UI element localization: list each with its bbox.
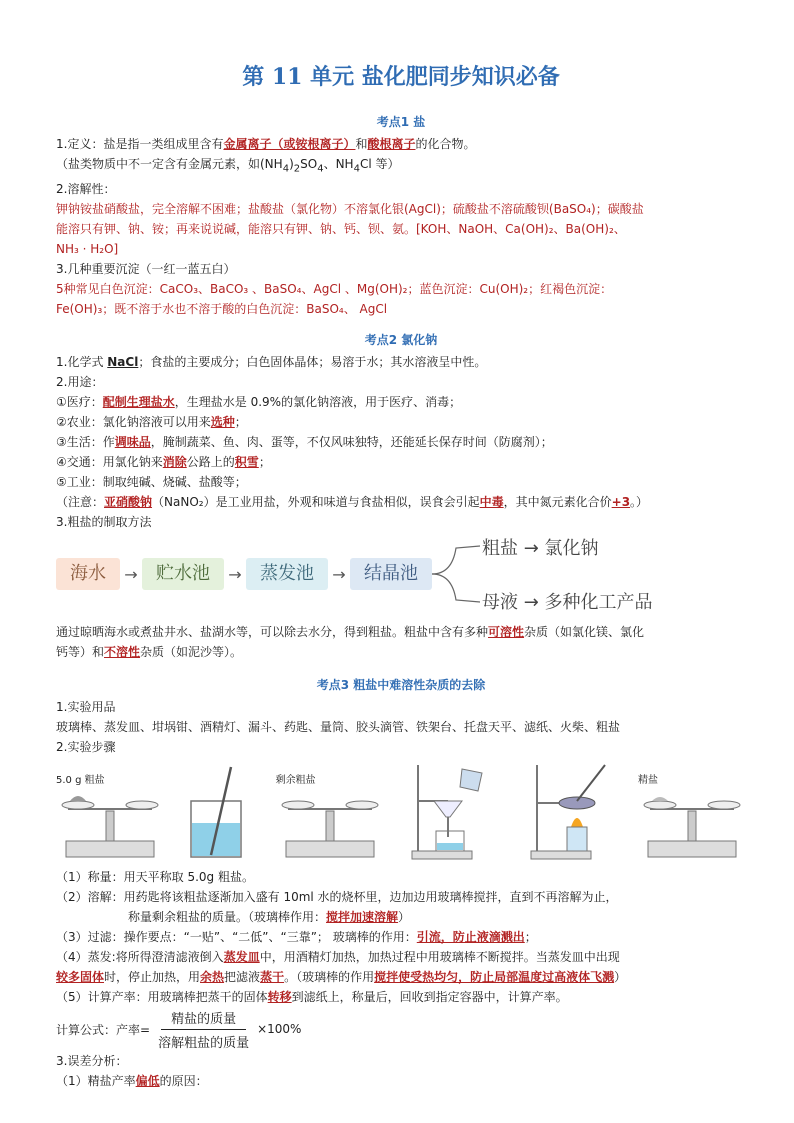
use-item (56, 432, 746, 452)
balance-scale-icon (56, 775, 164, 861)
use-item: ⑤工业：制取纯碱、烧碱、盐酸等； (56, 475, 247, 490)
key-term: 调味品 (114, 435, 151, 450)
formula-multiplier: ×100% (257, 1022, 302, 1037)
subscript: 4 (282, 163, 290, 175)
precipitate-line: Fe(OH)₃；既不溶于水也不溶于酸的白色沉淀：BaSO₄、 AgCl (56, 302, 388, 317)
key-term: 金属离子（或铵根离子） (223, 137, 356, 151)
note-line (56, 492, 746, 512)
text: ） (614, 970, 627, 985)
step-item (56, 967, 746, 987)
flow-output: 多种化工产品 (544, 592, 653, 614)
section-heading-sodium-chloride: 考点2 氯化钠 (364, 333, 438, 348)
balance-illustration (276, 775, 384, 861)
text: ； (524, 930, 537, 945)
steps-heading: 2.实验步骤 (56, 740, 116, 755)
text: 杂质（如泥沙等）。 (140, 645, 243, 660)
text: （盐类物质中不一定含有金属元素，如(NH (56, 157, 283, 171)
uses-heading: 2.用途： (56, 375, 104, 390)
key-term: 蒸发皿 (223, 950, 260, 965)
text: 称量剩余粗盐的质量。（玻璃棒作用： (128, 910, 327, 925)
text: Cl 等） (359, 157, 400, 171)
precipitate-line: 5种常见白色沉淀：CaCO₃、BaCO₃ 、BaSO₄、AgCl 、Mg(OH)₂；蓝色沉淀：Cu(OH)₂；红褐色沉淀： (56, 282, 613, 297)
use-item (56, 392, 746, 412)
text: ④交通：用氯化钠来 (56, 455, 163, 470)
definition-line (56, 134, 746, 154)
text: ②农业：氯化钠溶液可以用来 (56, 415, 211, 430)
text: ，生理盐水是 0.9%的氯化钠溶液，用于医疗、消毒； (174, 395, 462, 410)
text: （5）计算产率：用玻璃棒把蒸干的固体 (56, 990, 268, 1005)
key-term: 搅拌加速溶解 (326, 910, 399, 925)
key-term: 亚硝酸钠 (104, 495, 153, 510)
production-heading: 3.粗盐的制取方法 (56, 515, 152, 530)
key-term: 余热 (200, 970, 225, 985)
key-term: +3 (611, 495, 631, 510)
denominator: 溶解粗盐的质量 (158, 1035, 250, 1051)
text: 到滤纸上，称量后，回收到指定容器中，计算产率。 (291, 990, 568, 1005)
note-line (56, 154, 746, 179)
image-label: 剩余粗盐 (275, 775, 316, 787)
key-term: 选种 (210, 415, 235, 430)
key-term: 搅拌使受热均匀，防止局部温度过高液体飞溅 (374, 970, 615, 985)
text: 通过晾晒海水或煮盐井水、盐湖水等，可以除去水分，得到粗盐。粗盐中含有多种 (56, 625, 489, 640)
balance-scale-icon (276, 775, 384, 861)
flow-step: 海水 (56, 558, 120, 590)
page-title: 第 11 单元 盐化肥同步知识必备 (242, 64, 560, 90)
text: 时，停止加热，用 (104, 970, 201, 985)
key-term: 偏低 (135, 1074, 160, 1089)
use-item (56, 452, 746, 472)
experiment-illustrations (56, 761, 746, 861)
text: ①医疗： (56, 395, 103, 410)
step-item (56, 907, 746, 927)
salt-production-flowchart (56, 534, 746, 614)
key-term: 转移 (267, 990, 292, 1005)
text: （1）精盐产率 (56, 1074, 136, 1089)
flow-step: 贮水池 (142, 558, 224, 590)
step-item (56, 927, 746, 947)
text: （注意： (56, 495, 105, 510)
yield-formula (56, 1007, 746, 1051)
filtration-setup-icon (404, 761, 500, 861)
text: 中，用酒精灯加热，加热过程中用玻璃棒不断搅拌。当蒸发皿中出现 (259, 950, 620, 965)
solubility-rule-line: 能溶只有钾、钠、铵；再来说说碱，能溶只有钾、钠、钙、钡、氨。[KOH、NaOH、Ca(OH)₂、Ba(OH)₂、 (56, 222, 626, 237)
flow-output: 氯化钠 (544, 538, 599, 560)
flow-step: 蒸发池 (246, 558, 328, 590)
subscript: 2 (293, 163, 301, 175)
text: （3）过滤：操作要点：“一贴”、“二低”、“三靠”； 玻璃棒的作用： (56, 930, 417, 945)
error-analysis-item (56, 1071, 746, 1091)
text: 。（玻璃棒的作用 (284, 970, 375, 985)
text: SO (300, 157, 318, 171)
solubility-heading: 2.溶解性： (56, 182, 116, 197)
flow-output: 粗盐 (482, 538, 518, 560)
balance-illustration (56, 775, 164, 861)
materials-list: 玻璃棒、蒸发皿、坩埚钳、酒精灯、漏斗、药匙、量筒、胶头滴管、铁架台、托盘天平、滤纸、火柴、粗盐 (56, 720, 621, 735)
key-term: 消除 (162, 455, 187, 470)
image-label: 精盐 (637, 775, 658, 787)
text: 的化合物。 (415, 137, 476, 151)
beaker-stirring-icon (185, 765, 255, 861)
section-heading-purification: 考点3 粗盐中难溶性杂质的去除 (316, 678, 486, 693)
branch-outputs (482, 534, 653, 614)
text: ，其中氮元素化合价 (503, 495, 612, 510)
arrow-right-icon: → (228, 564, 242, 584)
text: （4）蒸发:将所得澄清滤液倒入 (56, 950, 224, 965)
step-item (56, 987, 746, 1007)
branch-bottom: 母液 → 多种化工产品 (482, 592, 653, 614)
image-label: 5.0 g 粗盐 (56, 775, 105, 787)
key-term: 中毒 (479, 495, 504, 510)
error-analysis-heading: 3.误差分析： (56, 1054, 128, 1069)
step-item: （2）溶解：用药匙将该粗盐逐渐加入盛有 10ml 水的烧杯里，边加边用玻璃棒搅拌，直到不再溶解为止， (56, 890, 618, 905)
text: 的原因： (159, 1074, 208, 1089)
text: ） (398, 910, 411, 925)
fraction (158, 1008, 249, 1051)
step-item: （1）称量：用天平称取 5.0g 粗盐。 (56, 870, 254, 885)
text: ； (258, 455, 271, 470)
text: 。） (630, 495, 649, 510)
key-term: 可溶性 (488, 625, 525, 640)
formula-label: 计算公式：产率= (56, 1022, 151, 1037)
text: 、NH (323, 157, 354, 171)
numerator: 精盐的质量 (161, 1008, 246, 1030)
step-item (56, 947, 746, 967)
use-item (56, 412, 746, 432)
evaporation-setup-icon (521, 761, 617, 861)
chemical-formula: NaCl (107, 355, 139, 370)
section-heading-salt: 考点1 盐 (376, 115, 426, 129)
flow-output: 母液 (482, 592, 518, 614)
formula-line (56, 352, 746, 372)
text: ； (234, 415, 247, 430)
text: 把滤液 (224, 970, 261, 985)
balance-illustration (638, 775, 746, 861)
flow-step: 结晶池 (350, 558, 432, 590)
precipitate-heading: 3.几种重要沉淀（一红一蓝五白） (56, 262, 236, 277)
arrow-right-icon: → (124, 564, 138, 584)
text: ，腌制蔬菜、鱼、肉、蛋等，不仅风味独特，还能延长保存时间（防腐剂）； (150, 435, 553, 450)
key-term: 配制生理盐水 (102, 395, 175, 410)
subscript: 4 (317, 163, 324, 175)
text: （NaNO₂）是工业用盐，外观和味道与食盐相似，误食会引起 (152, 495, 480, 510)
balance-scale-icon (638, 775, 746, 861)
text: 和 (355, 137, 368, 151)
solubility-rule-line: 钾钠铵盐硝酸盐，完全溶解不困难；盐酸盐（氯化物）不溶氯化银(AgCl)；硫酸盐不溶硫酸钡(BaSO₄)；碳酸盐 (56, 202, 644, 217)
materials-heading: 1.实验用品 (56, 700, 116, 715)
key-term: 引流，防止液滴溅出 (416, 930, 525, 945)
branch-arrows-icon (432, 534, 482, 614)
paragraph-line (56, 622, 746, 642)
subscript: 4 (353, 163, 360, 175)
text: 1.化学式 (56, 355, 108, 370)
text: 公路上的 (186, 455, 235, 470)
text: ) (289, 157, 294, 171)
text: 杂质（如氯化镁、氯化 (524, 625, 645, 640)
arrow-right-icon: → (332, 564, 346, 584)
branch-top: 粗盐 → 氯化钠 (482, 538, 599, 560)
key-term: 较多固体 (56, 970, 105, 985)
solubility-rule-line: NH₃ · H₂O] (56, 242, 119, 257)
key-term: 酸根离子 (367, 137, 416, 151)
key-term: 蒸干 (260, 970, 285, 985)
paragraph-line (56, 642, 746, 662)
key-term: 不溶性 (104, 645, 141, 660)
text: ；食盐的主要成分；白色固体晶体；易溶于水；其水溶液呈中性。 (138, 355, 487, 370)
key-term: 积雪 (234, 455, 259, 470)
document-page (56, 60, 746, 1091)
text: 钙等）和 (56, 645, 105, 660)
text: ③生活：作 (56, 435, 115, 450)
text: 1.定义：盐是指一类组成里含有 (56, 137, 224, 151)
